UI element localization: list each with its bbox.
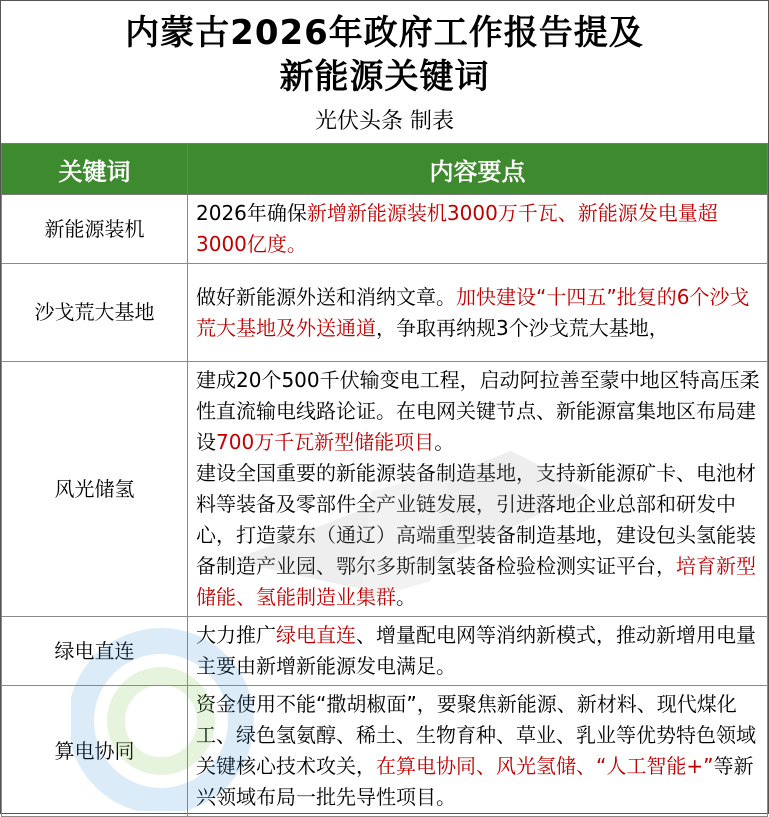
content-text: 大力推广: [196, 623, 276, 647]
table-row: [2, 264, 768, 362]
table-row: [2, 617, 768, 686]
content-text: 做好新能源外送和消纳文章。: [196, 284, 456, 309]
content-text: 。: [396, 585, 416, 609]
subtitle: 光伏头条 制表: [315, 109, 454, 134]
content-text: 建成20个500千伏输变电工程，启动阿拉善至蒙中地区特高压柔性直流输电线路论证。在电网关键节点、新能源富集地区布局建设: [196, 368, 760, 454]
title-line-2: 新能源关键词: [279, 57, 490, 97]
title-line-1: 内蒙古2026年政府工作报告提及: [125, 13, 644, 53]
content-cell: [188, 195, 768, 264]
highlight-text: 700万千瓦新型储能项目: [216, 430, 435, 454]
keyword-cell: 沙戈荒大基地: [2, 264, 188, 362]
content-text: 2026年确保: [196, 201, 307, 225]
content-cell: [188, 686, 768, 817]
header-content: 内容要点: [188, 144, 768, 195]
keyword-table: [1, 143, 768, 817]
table-header-row: [2, 144, 768, 195]
content-cell: [188, 264, 768, 362]
highlight-text: 新增新能源装机3000万千瓦、新能源发电量超3000亿度。: [196, 201, 718, 256]
table-row: [2, 686, 768, 817]
highlight-text: 培育新型储能、氢能制造业集群: [196, 554, 756, 609]
highlight-text: 在算电协同、风光氢储、“人工智能+”: [376, 754, 714, 778]
content-text: 等新兴领域布局一批先导性项目。: [196, 754, 754, 809]
highlight-text: 加快建设“十四五”批复的6个沙戈荒大基地及外送通道: [196, 284, 750, 340]
content-cell: [188, 617, 768, 686]
table-row: [2, 195, 768, 264]
content-text: 、增量配电网等消纳新模式，推动新增用电量主要由新增新能源发电满足。: [196, 623, 756, 678]
header-keyword: 关键词: [2, 144, 188, 195]
keyword-cell: 绿电直连: [2, 617, 188, 686]
table-row: [2, 362, 768, 617]
content-text: ，争取再纳规3个沙戈荒大基地，: [376, 315, 669, 340]
document-title: [1, 1, 768, 99]
keyword-cell: 风光储氢: [2, 362, 188, 617]
highlight-text: 绿电直连: [276, 623, 356, 647]
keyword-cell: 新能源装机: [2, 195, 188, 264]
keyword-cell: 算电协同: [2, 686, 188, 817]
content-text: 建设全国重要的新能源装备制造基地，支持新能源矿卡、电池材料等装备及零部件全产业链发展，引进落地企业总部和研发中心，打造蒙东（通辽）高端重型装备制造基地，建设包头氢能装备制造产业园、鄂尔多斯制氢装备检验检测实证平台，: [196, 461, 756, 578]
content-text: 。: [434, 430, 455, 454]
content-text: 资金使用不能“撒胡椒面”，要聚焦新能源、新材料、现代煤化工、绿色氢氨醇、稀土、生物育种、草业、乳业等优势特色领域关键核心技术攻关，: [196, 692, 756, 778]
content-cell: [188, 362, 768, 617]
